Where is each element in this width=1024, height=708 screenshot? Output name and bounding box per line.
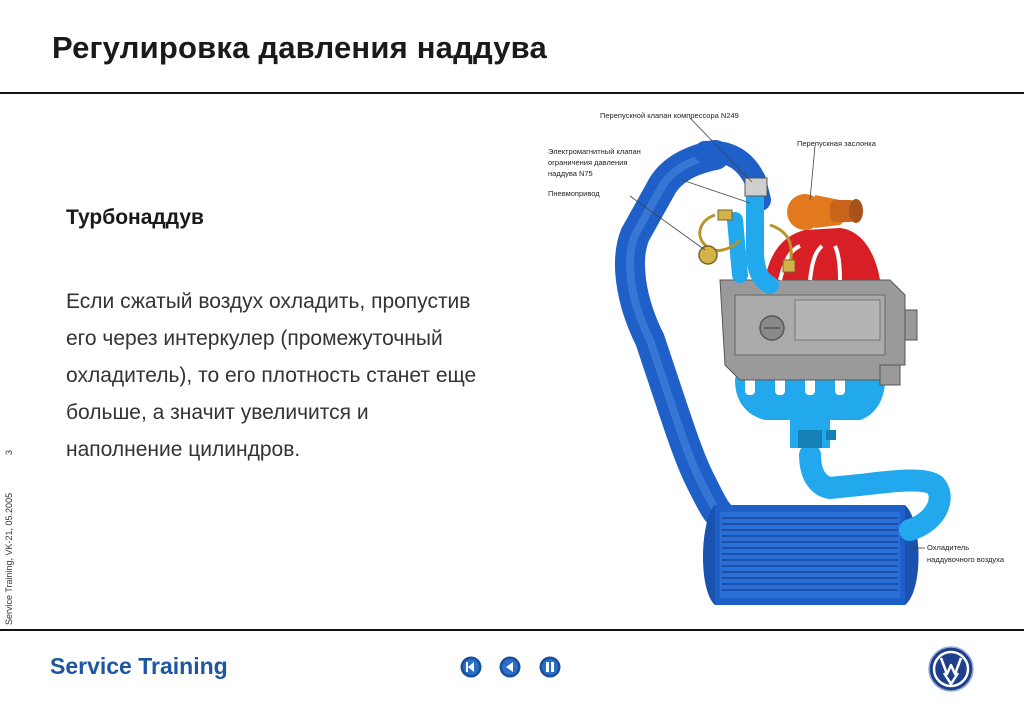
rewind-icon [460,656,482,678]
turbo-system-diagram [540,100,1024,625]
footer-brand: Service Training [50,653,228,679]
section-heading: Турбонаддув [66,206,204,229]
callout-n75-line3: наддува N75 [548,169,593,178]
body-line: Если сжатый воздух охладить, пропустив [66,290,471,313]
pause-icon [539,656,561,678]
bottom-divider [0,629,1024,631]
exhaust-manifold [765,228,880,280]
body-paragraph [66,283,546,468]
intercooler [703,505,919,605]
bypass-valve-n249 [745,178,767,196]
turbo-system-illustration [540,100,1024,620]
callout-n75-line2: ограничения давления [548,158,628,167]
slide-title: Регулировка давления наддува [52,30,547,65]
body-line: больше, а значит увеличится и [66,401,369,424]
vw-logo [928,646,974,697]
play-back-icon [499,656,521,678]
body-line: наполнение цилиндров. [66,438,301,461]
back-to-start-button[interactable] [460,656,482,678]
callout-bypass-flap: Перепускная заслонка [797,139,876,148]
pause-button[interactable] [539,656,561,678]
callout-actuator: Пневмопривод [548,189,600,198]
callout-n75-line1: Электромагнитный клапан [548,147,641,156]
vw-logo-icon [928,646,974,692]
page-number: 3 [4,449,14,455]
body-line: охладитель), то его плотность станет еще [66,364,477,387]
callout-intercooler-line1: Охладитель [927,543,970,552]
engine-block [720,280,917,385]
callout-n249: Перепускной клапан компрессора N249 [600,111,739,120]
slide-meta: Service Training, VK-21, 05.2005 [4,492,14,625]
previous-button[interactable] [499,656,521,678]
top-divider [0,92,1024,94]
callout-intercooler-line2: наддувочного воздуха [927,555,1004,564]
body-line: его через интеркулер (промежуточный [66,327,443,350]
compressor-pipe [755,195,770,285]
turbocharger [787,194,863,230]
